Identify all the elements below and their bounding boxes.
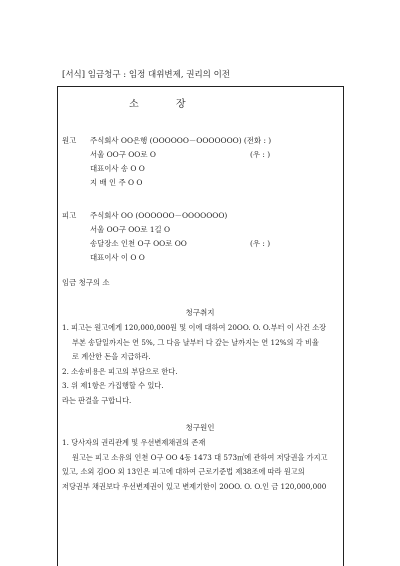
section-heading-purpose: 청구취지 [185, 308, 215, 317]
plaintiff-line: 주식회사 OO은행 (OOOOOO－OOOOOOO) (전화 : ) [90, 136, 272, 145]
defendant-line: 주식회사 OO (OOOOOO－OOOOOOO) [90, 211, 228, 220]
cause-paragraph [62, 436, 337, 494]
cause-line: 원고는 피고 소유의 인천 O구 OO 4동 1473 대 573㎡에 관하여 저당권을 가지고 [72, 452, 328, 462]
cause-line: 저당권부 채권보다 우선변제권이 있고 변제기한이 20OO. O. O.인 금 120,000,000 [62, 481, 327, 491]
cause-line: 있고, 소외 김OO 외 13인은 피고에 대하여 근로기준법 제38조에 따라 원고의 [62, 467, 305, 476]
plaintiff-role: 원고 [62, 136, 77, 145]
purpose-line: 3. 위 제1항은 가집행할 수 있다. [62, 381, 164, 390]
plaintiff-line: 지 배 인 주 O O [90, 178, 143, 187]
purpose-line: 라는 판결을 구합니다. [62, 395, 132, 405]
purpose-line: 1. 피고는 원고에게 120,000,000원 및 이에 대하여 20OO. O. O.부터 이 사건 소장 [62, 323, 327, 332]
section-heading-cause: 청구원인 [185, 423, 215, 432]
defendant-line: 서울 OO구 OO로 1길 O [90, 225, 171, 234]
cause-line: 1. 당사자의 권리관계 및 우선변제채권의 존재 [62, 438, 206, 447]
plaintiff-line: 서울 OO구 OO로 O (우 : ) [90, 150, 271, 159]
defendant-line: 대표이사 이 O O [90, 253, 145, 262]
title-char-2: 장 [176, 99, 186, 110]
title-char-1: 소 [129, 99, 139, 110]
purpose-line: 로 계산한 돈을 지급하라. [72, 352, 151, 361]
defendant-line: 송달장소 인천 O구 OO로 OO (우 : ) [90, 239, 271, 248]
purpose-line: 부본 송달일까지는 연 5%, 그 다음 날부터 다 갚는 날까지는 연 12%의 각 비율 [72, 337, 319, 347]
claim-title: 임금 청구의 소 [62, 278, 110, 287]
defendant-role: 피고 [62, 211, 77, 220]
plaintiff-line: 대표이사 송 O O [90, 164, 145, 173]
purpose-line: 2. 소송비용은 피고의 부담으로 한다. [62, 366, 178, 376]
purpose-paragraph [62, 321, 337, 408]
form-header: [서식] 임금청구 : 임정 대위변제, 권리의 이전 [62, 70, 230, 80]
